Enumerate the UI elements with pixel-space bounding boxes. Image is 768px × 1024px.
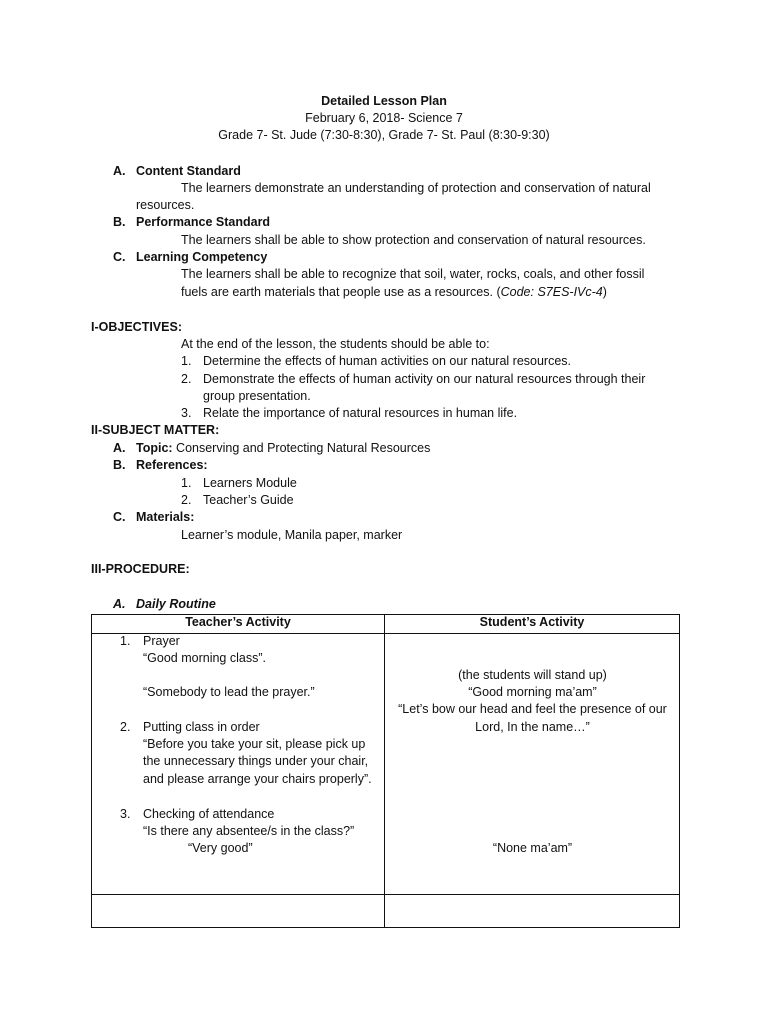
objective-2-line2: group presentation. <box>203 389 311 403</box>
reference-1: Learners Module <box>203 476 297 490</box>
objective-number-2: 2. <box>181 372 192 386</box>
empty-teacher-cell <box>92 895 385 928</box>
performance-standard-letter: B. <box>113 215 126 229</box>
order-label: Putting class in order <box>143 720 260 734</box>
reference-number-2: 2. <box>181 493 192 507</box>
learning-competency-letter: C. <box>113 250 126 264</box>
step-number-2: 2. <box>120 720 131 734</box>
objective-2-line1: Demonstrate the effects of human activity on our natural resources through their <box>203 372 646 386</box>
learning-competency-text-line1: The learners shall be able to recognize that soil, water, rocks, coals, and other fossil <box>181 267 645 281</box>
content-standard-letter: A. <box>113 164 126 178</box>
order-line3: and please arrange your chairs properly”. <box>143 772 372 786</box>
empty-student-cell <box>385 895 680 928</box>
teacher-activity-cell <box>92 634 385 895</box>
prayer-label: Prayer <box>143 634 180 648</box>
step-number-3: 3. <box>120 807 131 821</box>
attendance-label: Checking of attendance <box>143 807 275 821</box>
student-line2: “Good morning ma’am” <box>468 685 597 699</box>
competency-code: Code: S7ES-IVc-4 <box>500 285 603 299</box>
order-line1: “Before you take your sit, please pick up <box>143 737 366 751</box>
prayer-line2: “Somebody to lead the prayer.” <box>143 685 315 699</box>
objective-number-1: 1. <box>181 354 192 368</box>
student-line3: “Let’s bow our head and feel the presence of our <box>398 702 667 716</box>
reference-number-1: 1. <box>181 476 192 490</box>
procedure-heading: III-PROCEDURE: <box>91 562 190 576</box>
grade-line: Grade 7- St. Jude (7:30-8:30), Grade 7- St. Paul (8:30-9:30) <box>218 128 550 142</box>
subject-matter-heading: II-SUBJECT MATTER: <box>91 423 220 437</box>
content-standard-text-line2: resources. <box>136 198 195 212</box>
daily-routine-table <box>91 614 680 928</box>
objective-1: Determine the effects of human activities on our natural resources. <box>203 354 572 368</box>
student-line1: (the students will stand up) <box>458 668 607 682</box>
references-letter: B. <box>113 458 126 472</box>
topic-letter: A. <box>113 441 126 455</box>
references-label: References: <box>136 458 208 472</box>
reference-2: Teacher’s Guide <box>203 493 294 507</box>
learning-competency-label: Learning Competency <box>136 250 268 264</box>
document-title: Detailed Lesson Plan <box>321 94 447 108</box>
prayer-line1: “Good morning class”. <box>143 651 266 665</box>
topic-line <box>136 441 430 455</box>
order-line2: the unnecessary things under your chair, <box>143 754 369 768</box>
content-standard-text-line1: The learners demonstrate an understanding of protection and conservation of natural <box>181 181 651 195</box>
learning-competency-text-line2: fuels are earth materials that people use as a resources. (Code: S7ES-IVc-4) <box>181 285 607 299</box>
student-activity-header: Student’s Activity <box>385 615 680 634</box>
student-activity-cell <box>385 634 680 895</box>
attendance-line2: “Very good” <box>188 841 253 855</box>
student-line4: Lord, In the name…” <box>475 720 590 734</box>
objective-number-3: 3. <box>181 406 192 420</box>
performance-standard-label: Performance Standard <box>136 215 271 229</box>
step-number-1: 1. <box>120 634 131 648</box>
teacher-activity-header: Teacher’s Activity <box>92 615 385 634</box>
materials-letter: C. <box>113 510 126 524</box>
performance-standard-text: The learners shall be able to show protection and conservation of natural resources. <box>181 233 646 247</box>
objectives-heading: I-OBJECTIVES: <box>91 320 182 334</box>
objectives-intro: At the end of the lesson, the students should be able to: <box>181 337 490 351</box>
content-standard-label: Content Standard <box>136 164 241 178</box>
topic-label: Topic: <box>136 441 173 455</box>
topic-value: Conserving and Protecting Natural Resources <box>172 441 431 455</box>
objective-3: Relate the importance of natural resources in human life. <box>203 406 518 420</box>
daily-routine-letter: A. <box>113 597 126 611</box>
attendance-line1: “Is there any absentee/s in the class?” <box>143 824 355 838</box>
daily-routine-label: Daily Routine <box>136 597 216 611</box>
materials-label: Materials: <box>136 510 195 524</box>
student-line5: “None ma’am” <box>492 841 573 855</box>
date-line: February 6, 2018- Science 7 <box>305 111 463 125</box>
materials-value: Learner’s module, Manila paper, marker <box>181 528 403 542</box>
